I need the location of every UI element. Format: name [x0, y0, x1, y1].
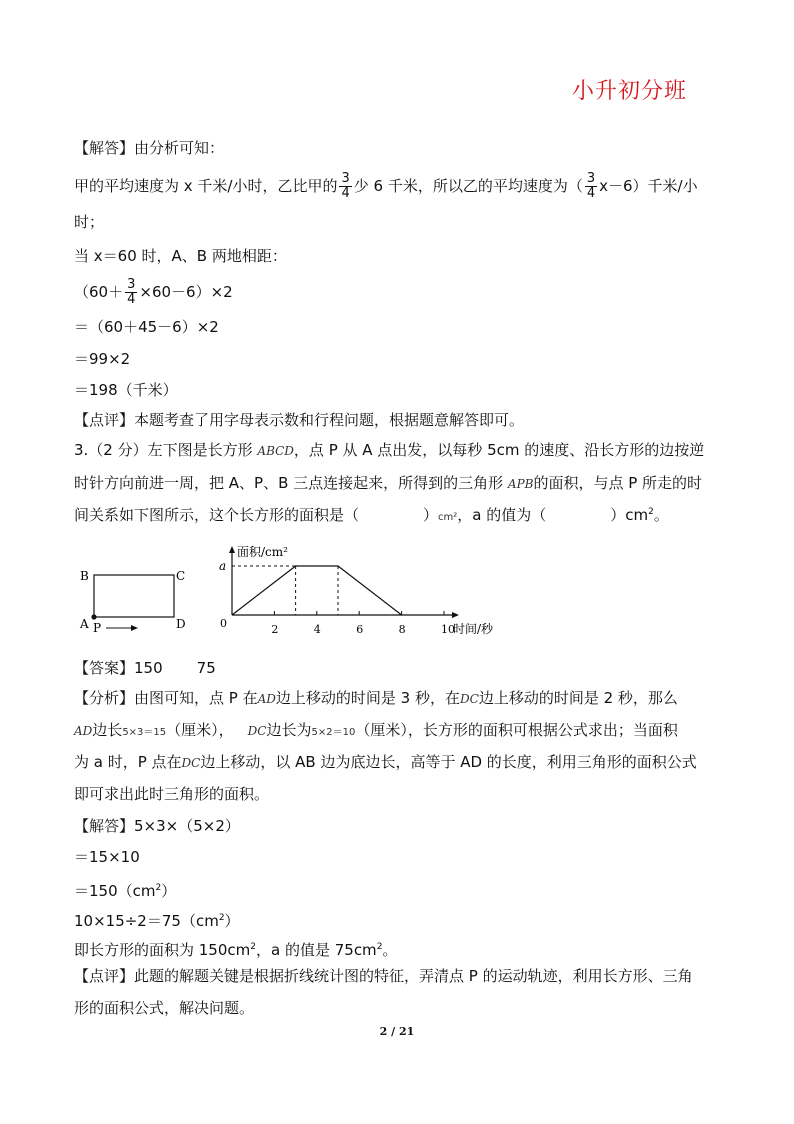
answer-intro-text: 由分析可知：	[134, 139, 225, 157]
question-text: 。	[653, 506, 669, 524]
x-tick-label: 10	[441, 623, 455, 636]
solution-text: ）	[224, 912, 240, 930]
rectangle-abcd	[94, 575, 174, 617]
analysis-text: （厘米），	[166, 721, 234, 739]
answer-text: 少 6 千米，所以乙的平均速度为（	[353, 177, 583, 195]
label-ad: AD	[74, 724, 93, 738]
fraction-numerator: 3	[127, 277, 136, 292]
analysis-text: 边上移动，以 AB 边为底边长，高等于 AD 的长度，利用三角形的面积公式	[200, 753, 697, 771]
question-text: ，a 的值为（	[457, 506, 547, 524]
fraction-denominator: 4	[586, 186, 596, 201]
answer-text: x－6）千米/小	[599, 177, 698, 195]
vertex-b-label: B	[80, 569, 89, 583]
answer-line-7: ＝198（千米）	[74, 381, 178, 399]
comment-2-line-1	[74, 966, 693, 986]
analysis-text: 边长	[92, 721, 123, 739]
analysis-line-1	[74, 688, 678, 709]
unit-cm2-small: cm²	[438, 512, 458, 523]
question-text: ，点 P 从 A 点出发，以每秒 5cm 的速度、沿长方形的边按逆	[293, 441, 705, 459]
page-number: 2 / 21	[379, 1025, 415, 1038]
answer-text: ×60－6）×2	[139, 283, 233, 301]
solution-text: 即长方形的面积为 150cm	[74, 941, 251, 959]
analysis-text: 边上移动的时间是 3 秒，在	[275, 689, 460, 707]
series-line	[232, 566, 402, 615]
answer-line-2: 时；	[74, 213, 105, 231]
question-text: 时针方向前进一周，把 A、P、B 三点连接起来，所得到的三角形	[74, 474, 508, 492]
question-text: 间关系如下图所示，这个长方形的面积是（	[74, 506, 360, 524]
superscript-2: 2	[376, 942, 383, 952]
fraction-numerator: 3	[586, 171, 596, 186]
question-3-line-1	[74, 440, 704, 461]
question-3-line-2	[74, 473, 702, 494]
analysis-text: 边上移动的时间是 2 秒，那么	[478, 689, 678, 707]
solution-label: 【解答】	[74, 817, 135, 835]
y-tick-label-a: a	[219, 559, 227, 573]
fraction-numerator: 3	[341, 171, 350, 186]
question-text: 的面积，与点 P 所走的时	[533, 474, 703, 492]
solution-text: ，a 的值是 75cm	[256, 941, 377, 959]
fraction-three-quarters	[339, 172, 351, 201]
analysis-text: 由图可知，点 P 在	[134, 689, 258, 707]
answer-line-3: 当 x＝60 时，A、B 两地相距：	[74, 247, 287, 265]
solution-text: 5×3×（5×2）	[134, 817, 240, 835]
direction-arrow-head	[131, 625, 138, 631]
answer-q3-line	[74, 658, 216, 678]
x-axis-label: 时间/秒	[453, 622, 494, 636]
solution-text: ）	[161, 882, 177, 900]
question-3-line-3	[74, 502, 669, 528]
solution-text: 10×15÷2＝75（cm	[74, 912, 219, 930]
origin-label: 0	[220, 617, 227, 630]
x-tick-label: 8	[398, 623, 406, 636]
answer-value-a: 75	[196, 659, 216, 677]
answer-line-6: ＝99×2	[74, 350, 131, 368]
vertex-d-label: D	[176, 617, 186, 631]
fraction-three-quarters	[125, 278, 137, 307]
analysis-text: 为 a 时，P 点在	[74, 753, 182, 771]
superscript-2: 2	[155, 883, 162, 893]
solution-line-2: ＝15×10	[74, 848, 140, 866]
label-dc: DC	[460, 692, 479, 706]
answer-line-4	[74, 278, 233, 307]
x-tick-label: 2	[271, 623, 279, 636]
answer-line-5: ＝（60＋45－6）×2	[74, 318, 219, 336]
point-p-label: P	[93, 621, 102, 635]
calc-ad: 5×3＝15	[122, 727, 167, 738]
answer-label: 【答案】	[74, 659, 135, 677]
analysis-line-4	[74, 784, 269, 805]
analysis-line-3	[74, 752, 697, 773]
calc-dc: 5×2＝10	[311, 727, 356, 738]
answer-value-area: 150	[134, 659, 163, 677]
y-axis-arrow	[229, 546, 235, 553]
comment-2-line-2: 形的面积公式，解决问题。	[74, 999, 255, 1017]
solution-line-5	[74, 937, 397, 960]
rectangle-figure	[76, 560, 206, 640]
label-apb: APB	[507, 477, 534, 491]
point-p-marker	[91, 614, 96, 619]
superscript-2: 2	[218, 913, 225, 923]
solution-line-1	[74, 816, 240, 836]
answer-line-intro	[74, 138, 224, 158]
vertex-a-label: A	[80, 617, 89, 631]
fraction-denominator: 4	[127, 292, 136, 307]
solution-text: 。	[382, 941, 398, 959]
analysis-text: （厘米），长方形的面积可根据公式求出；当面积	[355, 721, 678, 739]
answer-text: 甲的平均速度为 x 千米/小时，乙比甲的	[74, 177, 338, 195]
solution-line-3	[74, 878, 176, 901]
answer-line-1	[74, 172, 698, 201]
x-tick-label: 6	[356, 623, 364, 636]
solution-line-4	[74, 908, 240, 931]
question-text: 3.（2 分）左下图是长方形	[74, 441, 258, 459]
comment-line	[74, 410, 524, 430]
superscript-2: 2	[648, 507, 654, 517]
label-ad: AD	[257, 692, 276, 706]
area-time-chart	[212, 538, 494, 643]
analysis-line-2	[74, 720, 678, 743]
analysis-text: 即可求出此时三角形	[74, 785, 210, 803]
label-dc: DC	[247, 724, 267, 738]
question-text: ）	[423, 506, 439, 524]
label-abcd: ABCD	[257, 444, 294, 458]
x-axis-arrow	[452, 612, 459, 618]
fraction-denominator: 4	[341, 186, 350, 201]
answer-text: （60＋	[74, 283, 124, 301]
question-text: ）cm	[610, 506, 649, 524]
comment-label: 【点评】	[74, 967, 135, 985]
page-header-title: 小升初分班	[572, 79, 688, 104]
vertex-c-label: C	[176, 569, 186, 583]
solution-text: ＝150（cm	[74, 882, 156, 900]
fraction-three-quarters	[585, 172, 597, 201]
comment-text: 此题的解题关键是根据折线统计图的特征，弄清点 P 的运动轨迹，利用长方形、三角	[134, 967, 693, 985]
comment-text: 本题考查了用字母表示数和行程问题，根据题意解答即可。	[134, 411, 525, 429]
y-axis-label: 面积/cm²	[237, 545, 288, 559]
x-tick-label: 4	[313, 623, 321, 636]
analysis-text: 的面积。	[209, 785, 270, 803]
analysis-label: 【分析】	[74, 689, 135, 707]
superscript-2: 2	[250, 942, 256, 952]
answer-label: 【解答】	[74, 139, 135, 157]
comment-label: 【点评】	[74, 411, 135, 429]
label-dc: DC	[181, 756, 201, 770]
analysis-text: 边长为	[266, 721, 312, 739]
